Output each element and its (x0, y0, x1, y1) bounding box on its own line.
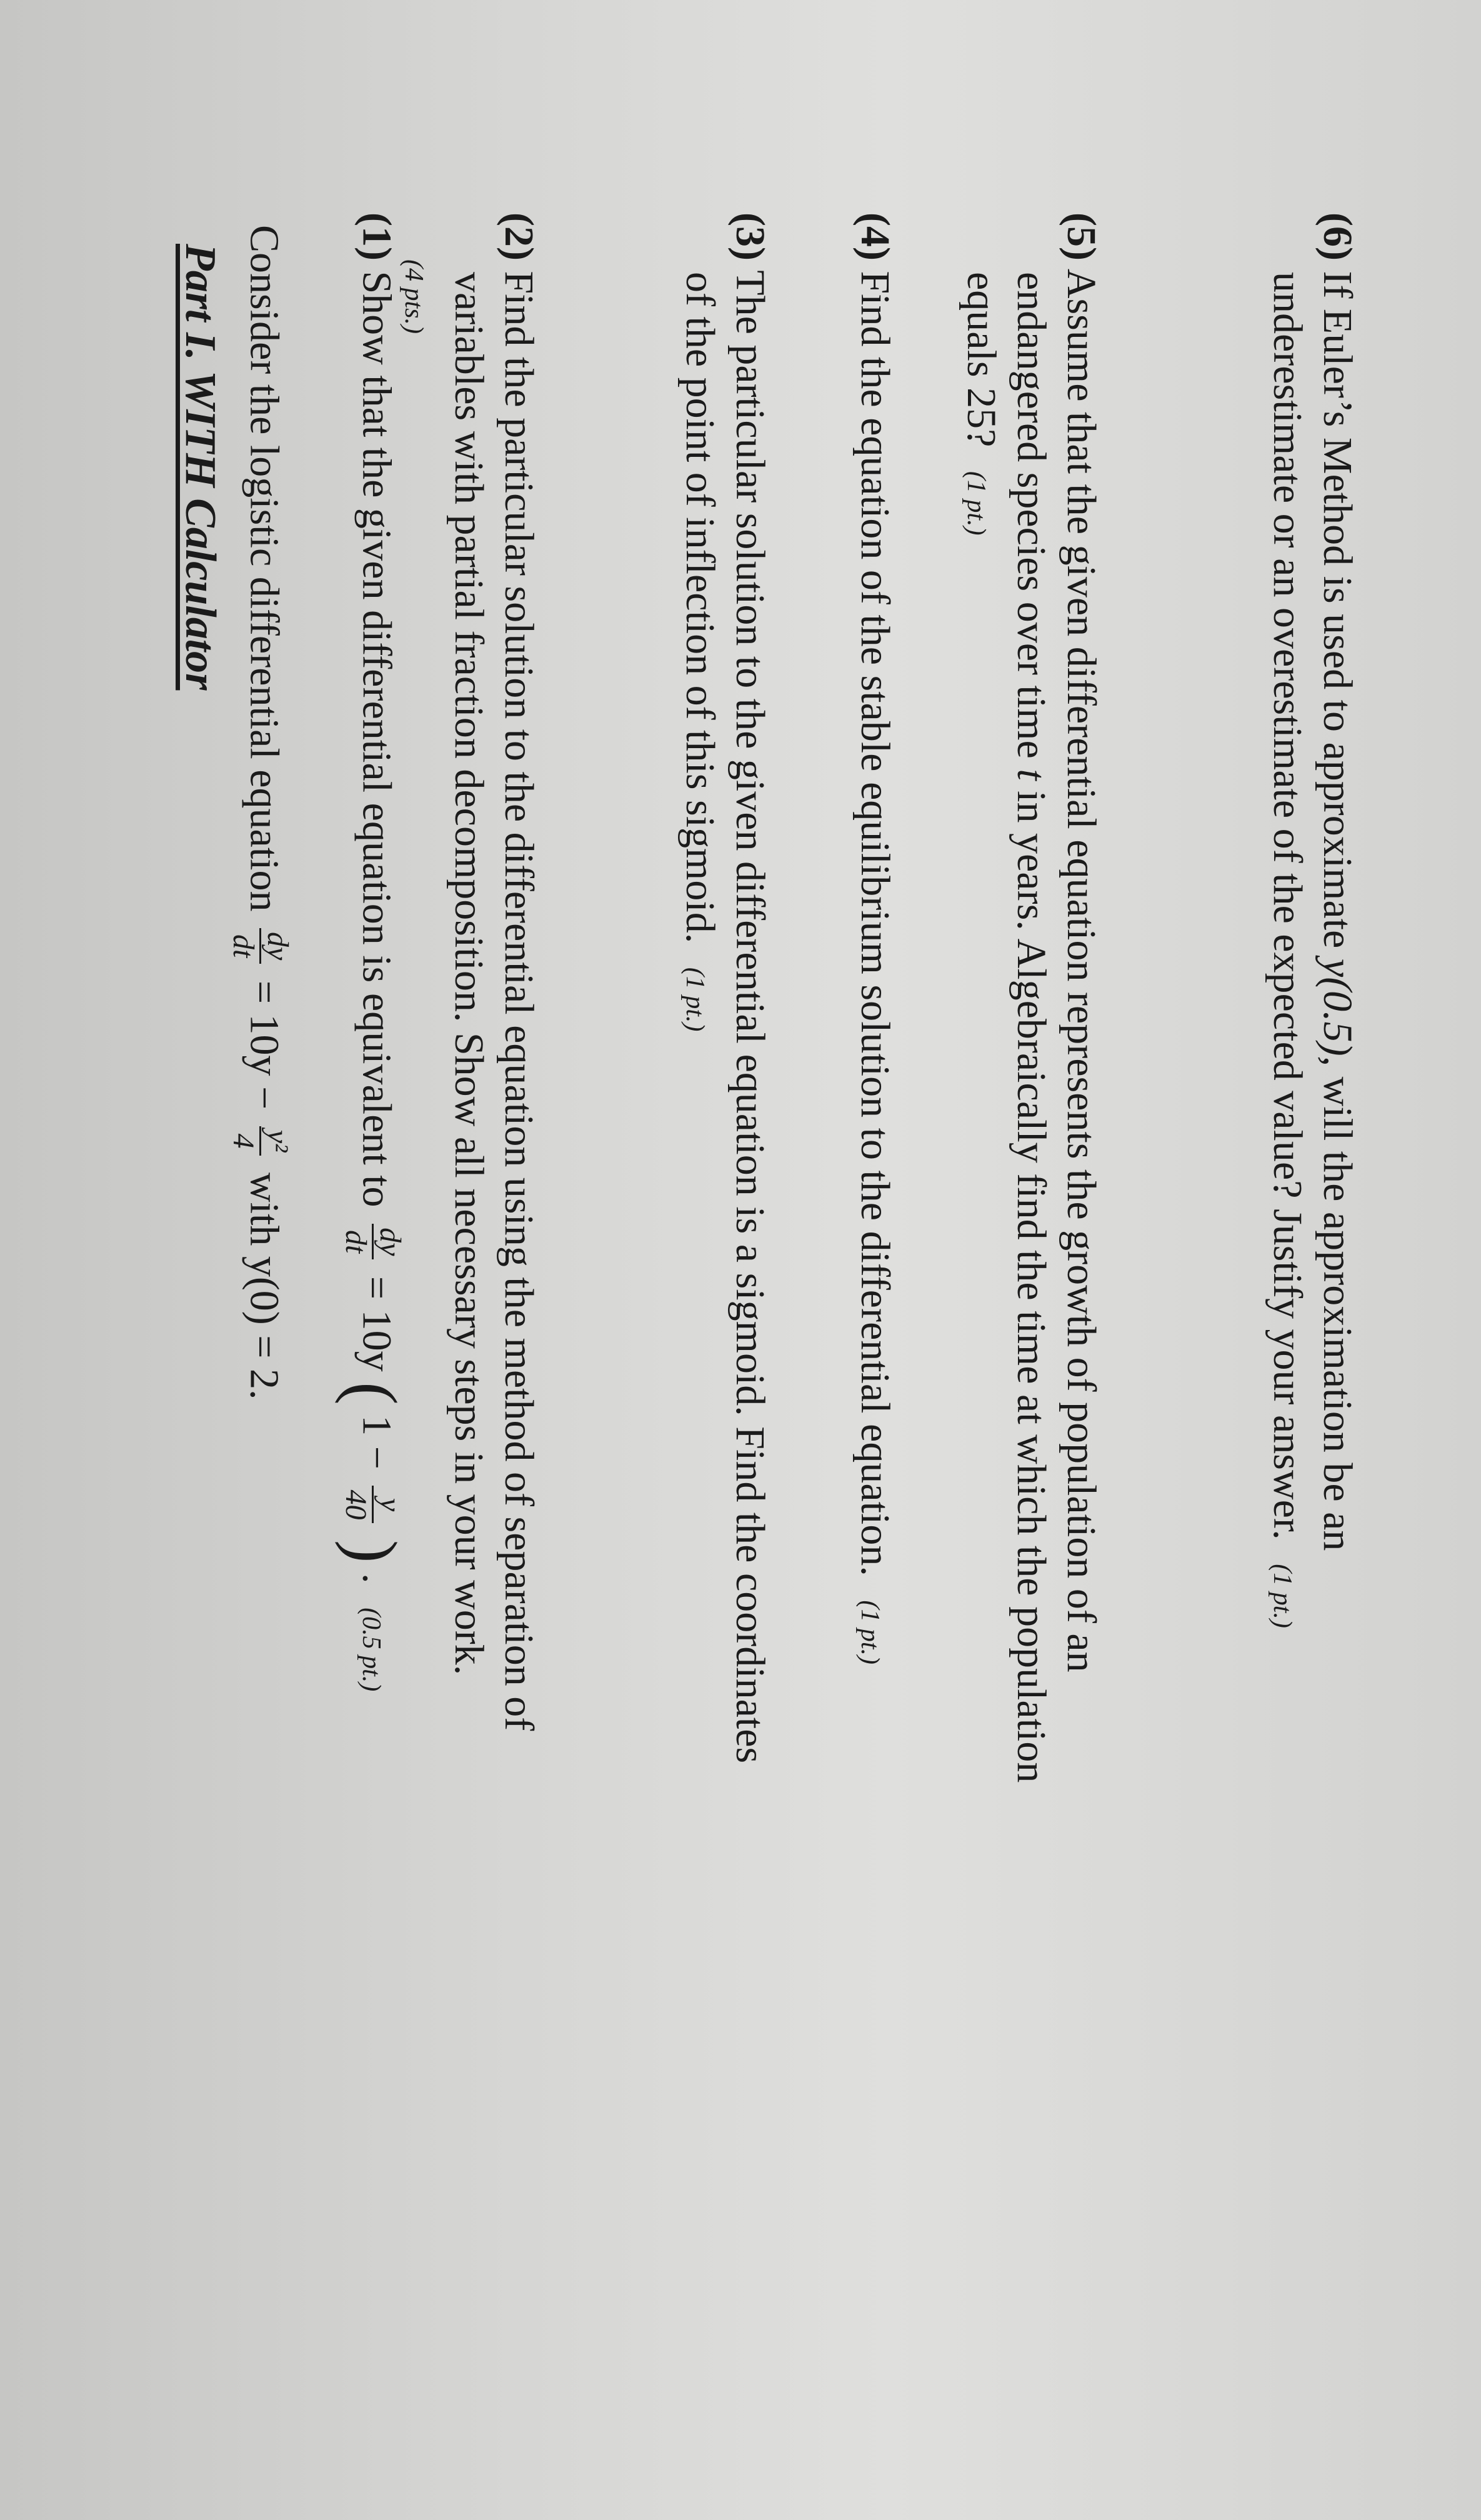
intro-derivative: dy dt (227, 928, 294, 964)
question-line-2: underestimate or an overestimate of the expected value? Justify your answer. (1265, 272, 1310, 1540)
question-6 (1257, 212, 1362, 1628)
points-label: (1 pt.) (1268, 1564, 1297, 1628)
part-title: Part I. WITH Calculator (176, 244, 224, 691)
variable-t: t (1009, 769, 1054, 781)
question-line-2: variables with partial fraction decomposition. Show all necessary steps in your work. (446, 272, 492, 1676)
question-line-1: Find the particular solution to the differential equation using the method of separation of (496, 271, 542, 1731)
question-line-2a: endangered species over time (1009, 272, 1054, 759)
question-2 (389, 212, 544, 1731)
question-number: (6) (1315, 212, 1360, 261)
intro-rhs: = 10y − (241, 980, 287, 1110)
q1-inner: 1 − (354, 1415, 400, 1469)
question-line-1a: If Euler’s Method is used to approximate (1315, 271, 1360, 949)
open-paren: ( (334, 1382, 411, 1405)
points-label: (1 pt.) (681, 967, 709, 1032)
intro-condition: with y(0) = 2. (241, 1172, 287, 1400)
intro-fraction: y² 4 (227, 1126, 294, 1156)
close-paren: ) (334, 1539, 411, 1563)
intro-line (227, 225, 294, 1400)
question-line-2: of the point of inflection of this sigmoid. (677, 272, 723, 944)
question-4 (845, 212, 900, 1664)
points-label: (1 pt.) (855, 1600, 884, 1664)
question-line-2b: in years. Algebraically find the time at which the population (1009, 791, 1054, 1783)
question-line-1: Find the equation of the stable equilibrium solution to the differential equation. (852, 271, 898, 1576)
question-5 (951, 212, 1106, 1782)
points-label: (1 pt.) (962, 471, 990, 536)
q1-fraction: y 40 (339, 1486, 406, 1523)
question-number: (1) (354, 212, 400, 261)
question-line-1b: will the approximation be an (1315, 1076, 1360, 1551)
question-line-1: Assume that the given differential equation represents the growth of population of an (1059, 268, 1104, 1672)
question-number: (2) (496, 212, 542, 261)
q1-tail: . (354, 1573, 400, 1584)
question-text: Show that the given differential equation is equivalent to (354, 271, 400, 1208)
q1-derivative: dy dt (339, 1224, 406, 1259)
question-number: (5) (1059, 212, 1104, 261)
intro-text: Consider the logistic differential equation (241, 225, 287, 912)
question-line-3: equals 25? (959, 272, 1004, 448)
question-line-1: The particular solution to the given differential equation is a sigmoid. Find the coordinates (727, 270, 773, 1764)
points-label: (4 pts.) (399, 259, 428, 334)
question-3 (670, 212, 775, 1763)
question-number: (3) (727, 212, 773, 261)
points-label: (0.5 pt.) (357, 1608, 386, 1692)
variable-y: y(0.5), (1315, 958, 1360, 1067)
question-number: (4) (852, 212, 898, 261)
q1-rhs: = 10y (354, 1276, 400, 1372)
